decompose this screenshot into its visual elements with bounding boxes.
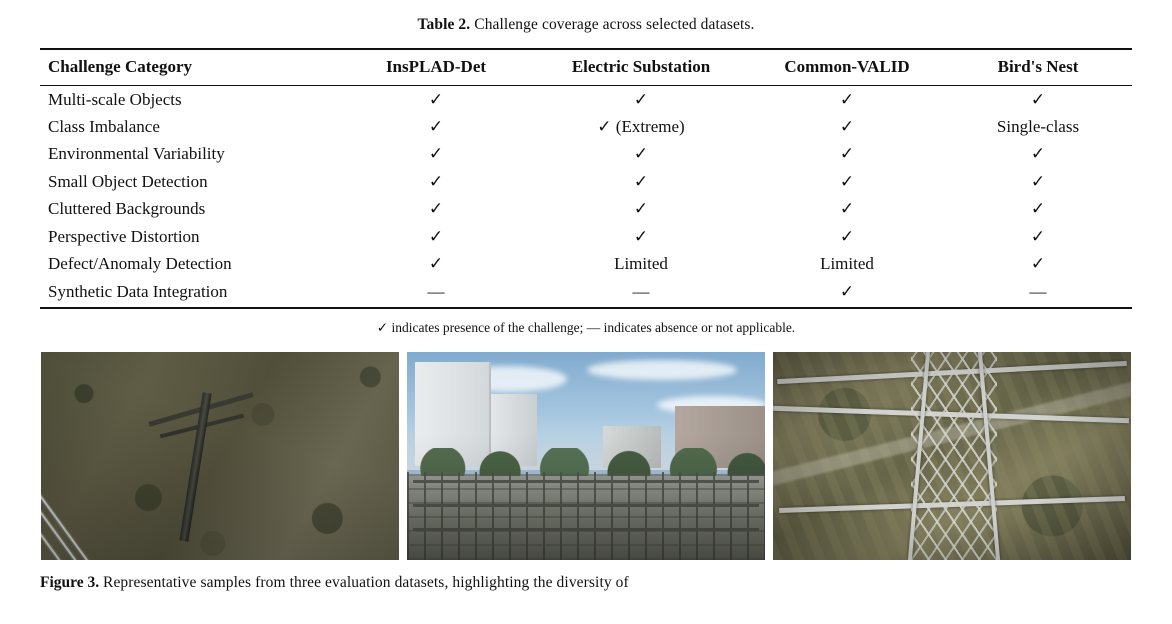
cell-nest: ✓ (1030, 254, 1046, 274)
cell-substation: ✓ (633, 226, 649, 246)
column-header-insplad-det: InsPLAD-Det (340, 49, 532, 86)
table-caption-label: Table 2. (417, 16, 471, 33)
figure-image-electric-substation (407, 352, 765, 560)
cell-valid: ✓ (839, 199, 855, 219)
column-header-common-valid: Common-VALID (750, 49, 944, 86)
cell-category: Environmental Variability (48, 144, 225, 164)
cell-insplad: ✓ (428, 226, 444, 246)
cell-valid: Limited (820, 254, 874, 274)
cell-insplad: ✓ (428, 199, 444, 219)
cell-substation: Limited (614, 254, 668, 274)
cell-nest: ✓ (1030, 226, 1046, 246)
table-row (40, 168, 1132, 195)
cell-category: Cluttered Backgrounds (48, 199, 206, 219)
cell-valid: ✓ (750, 278, 944, 308)
cell-substation: ✓ (633, 171, 649, 191)
table-row (40, 223, 1132, 250)
cell-insplad: ✓ (428, 144, 444, 164)
cell-substation: ✓ (Extreme) (597, 116, 685, 136)
cell-valid: ✓ (839, 171, 855, 191)
cell-insplad: — (340, 278, 532, 308)
cell-nest: ✓ (1030, 89, 1046, 109)
cell-insplad: ✓ (428, 171, 444, 191)
cell-category: Small Object Detection (48, 171, 208, 191)
paper-page (0, 16, 1172, 624)
figure-image-transmission-tower-aerial (773, 352, 1131, 560)
cell-valid: ✓ (839, 116, 855, 136)
column-header-electric-substation: Electric Substation (532, 49, 750, 86)
cell-category: Class Imbalance (48, 116, 160, 136)
image-shading (41, 352, 399, 560)
cell-category: Synthetic Data Integration (40, 278, 340, 308)
table-caption-text: Challenge coverage across selected datasets. (474, 16, 755, 33)
figure-caption (40, 573, 1132, 594)
cell-substation: ✓ (633, 144, 649, 164)
cell-insplad: ✓ (428, 254, 444, 274)
cell-insplad: ✓ (428, 116, 444, 136)
column-header-birds-nest: Bird's Nest (944, 49, 1132, 86)
cell-valid: ✓ (839, 144, 855, 164)
cell-nest: — (944, 278, 1132, 308)
cell-nest: ✓ (1030, 199, 1046, 219)
table-row (40, 196, 1132, 223)
table-header-row (40, 49, 1132, 86)
challenge-coverage-table (40, 48, 1132, 309)
table-footnote: ✓ indicates presence of the challenge; — indicates absence or not applicable. (376, 320, 796, 335)
column-header-challenge-category: Challenge Category (40, 49, 340, 86)
figure-caption-label: Figure 3. (40, 574, 100, 591)
table-row (40, 86, 1132, 114)
figure-caption-text: Representative samples from three evaluation datasets, highlighting the diversity of (103, 574, 629, 591)
cell-substation: ✓ (633, 89, 649, 109)
figure-image-power-line-aerial (41, 352, 399, 560)
cell-valid: ✓ (839, 89, 855, 109)
cell-category: Perspective Distortion (48, 226, 200, 246)
cell-category: Multi-scale Objects (48, 89, 182, 109)
table-row (40, 278, 1132, 308)
table-caption (40, 16, 1132, 34)
table-row (40, 251, 1132, 278)
figure-image-row (40, 352, 1132, 560)
cell-category: Defect/Anomaly Detection (48, 254, 232, 274)
table-row (40, 141, 1132, 168)
cell-substation: — (532, 278, 750, 308)
table-row (40, 113, 1132, 140)
cell-valid: ✓ (839, 226, 855, 246)
cell-nest: ✓ (1030, 144, 1046, 164)
cell-nest: Single-class (996, 116, 1080, 136)
cell-insplad: ✓ (428, 89, 444, 109)
image-shading (407, 352, 765, 560)
cell-substation: ✓ (633, 199, 649, 219)
image-shading (773, 352, 1131, 560)
cell-nest: ✓ (1030, 171, 1046, 191)
